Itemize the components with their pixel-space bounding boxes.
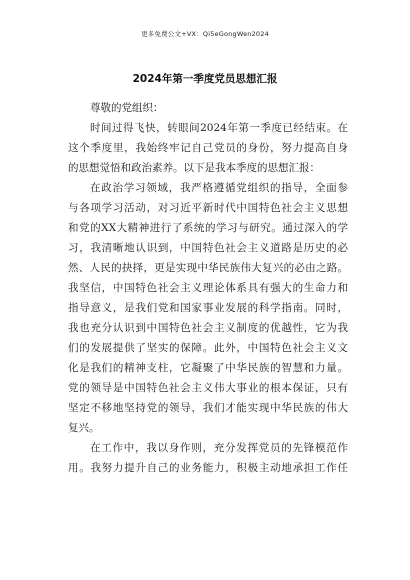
paragraph-line: 时间过得飞快，转眼间2024年第一季度已经结束。在 xyxy=(90,122,348,134)
paragraph-line: 化是我们的精神支柱，它凝聚了中华民族的智慧和力量。 xyxy=(68,362,348,374)
paragraph-line: 和党的XX大精神进行了系统的学习与研究。通过深入的学 xyxy=(68,222,348,234)
paragraph-line: 指导意义，是我们党和国家事业发展的科学指南。同时， xyxy=(68,302,348,314)
paragraph-line: 们的发展提供了坚实的保障。此外，中国特色社会主义文 xyxy=(68,342,348,354)
paragraph-line: 在政治学习领域，我严格遵循党组织的指导，全面参 xyxy=(90,182,348,194)
paragraph-line: 在工作中，我以身作则，充分发挥党员的先锋模范作 xyxy=(90,442,348,454)
paragraph-line: 这个季度里，我始终牢记自己党员的身份，努力提高自身 xyxy=(68,142,348,154)
page-title: 2024年第一季度党员思想汇报 xyxy=(132,73,278,85)
paragraph-line: 我坚信，中国特色社会主义理论体系具有强大的生命力和 xyxy=(68,282,348,294)
paragraph-line: 党的领导是中国特色社会主义伟大事业的根本保证，只有 xyxy=(68,382,348,394)
salutation: 尊敬的党组织： xyxy=(90,102,164,114)
paragraph-line: 习，我清晰地认识到，中国特色社会主义道路是历史的必 xyxy=(68,242,348,254)
paragraph-line: 复兴。 xyxy=(68,422,100,434)
header-note: 更多免费公文+VX：Qi5eGongWen2024 xyxy=(141,30,269,38)
paragraph-line: 我也充分认识到中国特色社会主义制度的优越性，它为我 xyxy=(68,322,348,334)
paragraph-line: 然、人民的抉择，更是实现中华民族伟大复兴的必由之路。 xyxy=(68,262,348,274)
paragraph-line: 用。我努力提升自己的业务能力，积极主动地承担工作任 xyxy=(68,462,348,474)
paragraph-line: 的思想觉悟和政治素养。以下是我本季度的思想汇报： xyxy=(68,162,320,174)
paragraph-line: 与各项学习活动，对习近平新时代中国特色社会主义思想 xyxy=(68,202,348,214)
paragraph-line: 坚定不移地坚持党的领导，我们才能实现中华民族的伟大 xyxy=(68,402,348,414)
